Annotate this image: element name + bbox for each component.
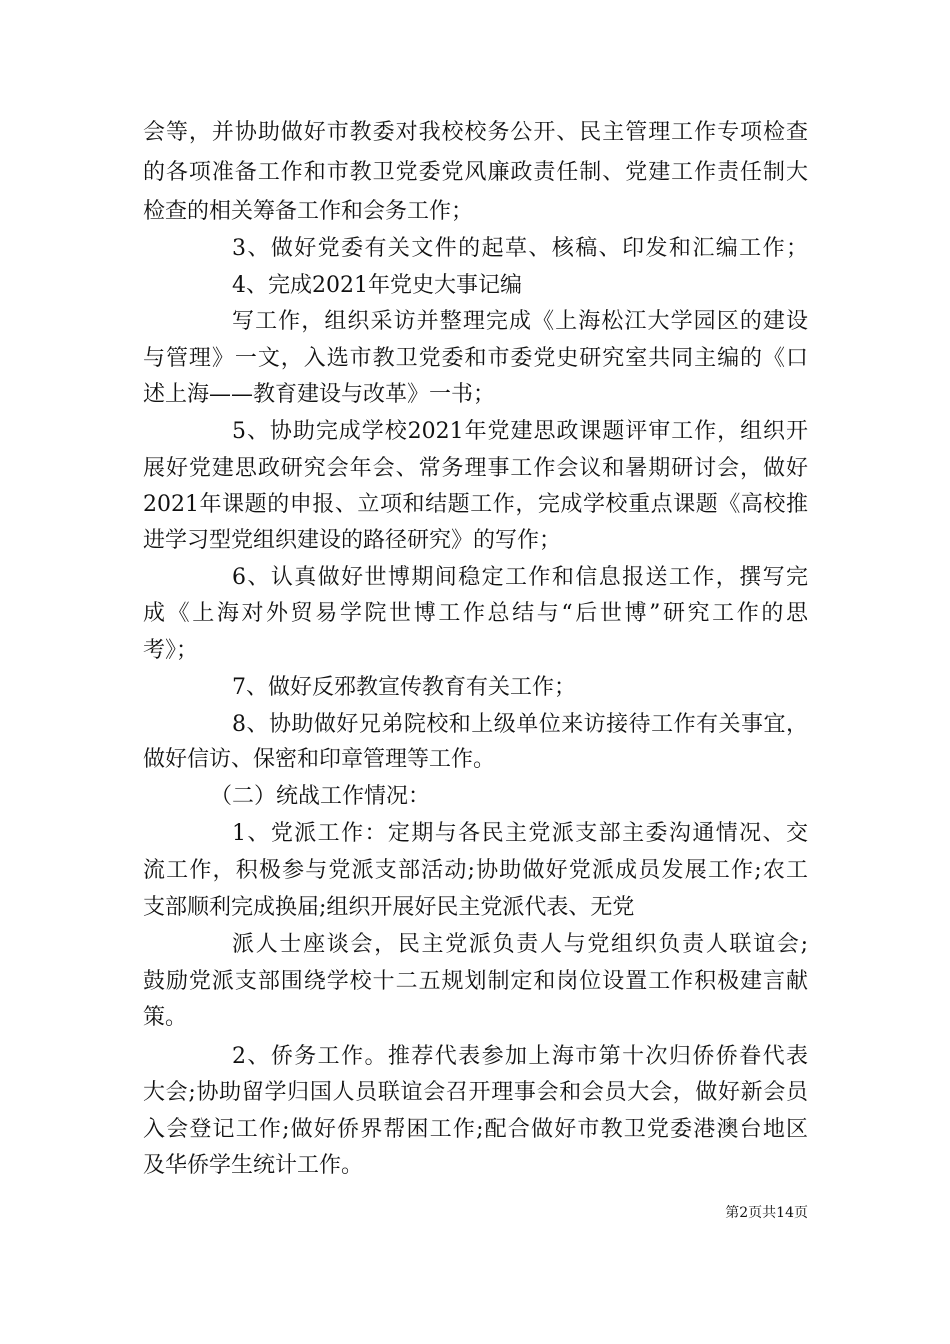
text-line: 进学习型党组织建设的路径研究》的写作； <box>143 528 562 553</box>
text-line: 5、协助完成学校2021年党建思政课题评审工作，组织开 <box>232 419 808 444</box>
text-line: 大会;协助留学归国人员联谊会召开理事会和会员大会，做好新会员 <box>143 1080 808 1105</box>
text-line: 8、协助做好兄弟院校和上级单位来访接待工作有关事宜， <box>232 712 808 737</box>
text-line: 入会登记工作;做好侨界帮困工作;配合做好市教卫党委港澳台地区 <box>143 1117 808 1142</box>
text-line: 7、做好反邪教宣传教育有关工作； <box>232 675 576 700</box>
text-line: 检查的相关筹备工作和会务工作； <box>143 199 474 224</box>
text-line: 3、做好党委有关文件的起草、核稿、印发和汇编工作； <box>232 236 808 261</box>
text-line: （二）统战工作情况： <box>210 784 431 809</box>
text-line: 6、认真做好世博期间稳定工作和信息报送工作，撰写完 <box>232 565 808 590</box>
text-line: 鼓励党派支部围绕学校十二五规划制定和岗位设置工作积极建言献 <box>143 969 808 994</box>
text-line: 支部顺利完成换届;组织开展好民主党派代表、无党 <box>143 895 635 920</box>
text-line: 写工作，组织采访并整理完成《上海松江大学园区的建设 <box>232 309 808 334</box>
text-line: 会等，并协助做好市教委对我校校务公开、民主管理工作专项检查 <box>143 120 808 145</box>
text-line: 展好党建思政研究会年会、常务理事工作会议和暑期研讨会，做好 <box>143 456 808 481</box>
text-line: 及华侨学生统计工作。 <box>143 1153 364 1178</box>
text-line: 述上海——教育建设与改革》一书； <box>143 382 496 407</box>
text-line: 派人士座谈会，民主党派负责人与党组织负责人联谊会; <box>232 932 808 957</box>
text-line: 成《上海对外贸易学院世博工作总结与“后世博”研究工作的思 <box>143 601 808 626</box>
text-line: 2、侨务工作。推荐代表参加上海市第十次归侨侨眷代表 <box>232 1044 808 1069</box>
text-line: 4、完成2021年党史大事记编 <box>232 273 522 298</box>
text-line: 策。 <box>143 1005 188 1030</box>
text-line: 做好信访、保密和印章管理等工作。 <box>143 747 496 772</box>
text-line: 2021年课题的申报、立项和结题工作，完成学校重点课题《高校推 <box>143 492 808 517</box>
text-line: 的各项准备工作和市教卫党委党风廉政责任制、党建工作责任制大 <box>143 160 808 185</box>
page-number-footer: 第2页共14页 <box>725 1205 808 1221</box>
text-line: 流工作，积极参与党派支部活动;协助做好党派成员发展工作;农工 <box>143 858 808 883</box>
text-line: 考》； <box>143 638 199 663</box>
text-line: 与管理》一文，入选市教卫党委和市委党史研究室共同主编的《口 <box>143 346 808 371</box>
text-line: 1、党派工作：定期与各民主党派支部主委沟通情况、交 <box>232 821 808 846</box>
